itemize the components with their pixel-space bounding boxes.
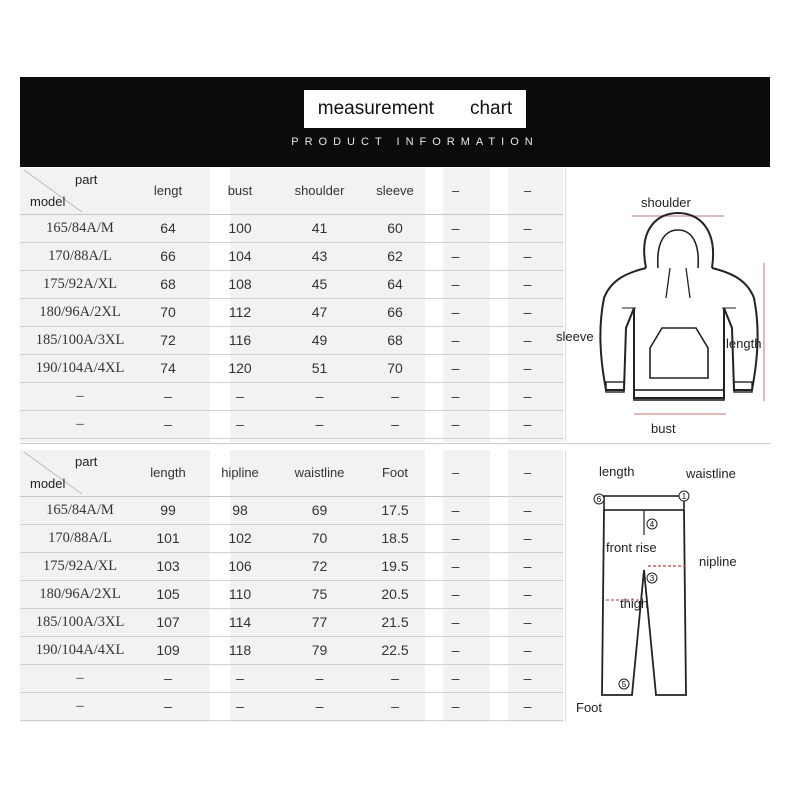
- value-cell: –: [523, 332, 532, 348]
- value-cell: –: [391, 670, 399, 686]
- value-cell: –: [451, 558, 460, 574]
- marker-3: 3: [649, 574, 655, 583]
- pants-waistline-label: waistline: [686, 466, 736, 481]
- table-row: [20, 608, 563, 637]
- value-cell: –: [236, 698, 244, 714]
- model-cell: 165/84A/M: [46, 220, 114, 236]
- value-cell: 79: [311, 642, 328, 658]
- value-cell: 114: [228, 614, 252, 630]
- column-header: waistline: [294, 465, 345, 480]
- value-cell: –: [315, 416, 324, 432]
- marker-4: 4: [649, 520, 655, 529]
- value-cell: –: [391, 416, 399, 432]
- value-cell: 51: [311, 360, 328, 376]
- hoodie-figure-panel: [556, 168, 771, 441]
- value-cell: –: [523, 248, 532, 264]
- value-cell: 17.5: [381, 502, 409, 518]
- value-cell: 102: [228, 530, 252, 546]
- value-cell: 70: [387, 360, 403, 376]
- value-cell: –: [451, 388, 460, 404]
- value-cell: –: [236, 670, 244, 686]
- column-header: –: [523, 465, 532, 480]
- value-cell: –: [523, 642, 532, 658]
- value-cell: 64: [387, 276, 403, 292]
- value-cell: 21.5: [381, 614, 409, 630]
- value-cell: –: [523, 586, 532, 602]
- value-cell: 77: [311, 614, 328, 630]
- value-cell: 41: [311, 220, 328, 236]
- table-header-row: [20, 168, 563, 215]
- table-row: [20, 326, 563, 355]
- model-cell: 170/88A/L: [48, 248, 112, 264]
- value-cell: –: [523, 558, 532, 574]
- value-cell: 62: [387, 248, 403, 264]
- value-cell: 100: [228, 220, 252, 236]
- model-cell: –: [76, 670, 84, 686]
- hoodie-bust-label: bust: [651, 421, 676, 436]
- table-row: [20, 692, 563, 721]
- value-cell: 106: [228, 558, 252, 574]
- value-cell: –: [451, 248, 460, 264]
- value-cell: 66: [160, 248, 176, 264]
- value-cell: –: [164, 416, 172, 432]
- value-cell: 118: [228, 642, 252, 658]
- marker-6: 6: [596, 495, 602, 504]
- column-header: lengt: [153, 183, 183, 198]
- value-cell: 45: [311, 276, 328, 292]
- value-cell: 101: [156, 530, 180, 546]
- value-cell: 22.5: [381, 642, 409, 658]
- value-cell: 47: [311, 304, 328, 320]
- value-cell: 43: [311, 248, 328, 264]
- table-row: [20, 354, 563, 383]
- value-cell: 105: [156, 586, 180, 602]
- model-cell: 175/92A/XL: [42, 276, 118, 292]
- pants-thigh-label: thigh: [620, 596, 649, 611]
- value-cell: 109: [156, 642, 180, 658]
- value-cell: –: [391, 388, 399, 404]
- value-cell: 68: [160, 276, 176, 292]
- table-row: [20, 298, 563, 327]
- value-cell: –: [523, 670, 532, 686]
- pants-front-rise-label: front rise: [606, 540, 657, 555]
- value-cell: –: [451, 586, 460, 602]
- value-cell: –: [164, 388, 172, 404]
- table-row: [20, 580, 563, 609]
- value-cell: –: [236, 388, 244, 404]
- pants-nipline-label: nipline: [699, 554, 737, 569]
- corner-model-label: model: [30, 476, 66, 491]
- column-header: Foot: [381, 465, 408, 480]
- value-cell: 103: [156, 558, 180, 574]
- value-cell: 112: [228, 304, 252, 320]
- table-row: [20, 524, 563, 553]
- corner-part-label: part: [75, 172, 98, 187]
- pants-illustration: [566, 450, 771, 722]
- value-cell: –: [164, 670, 172, 686]
- value-cell: –: [451, 416, 460, 432]
- column-header: length: [150, 465, 186, 480]
- model-cell: –: [76, 416, 84, 432]
- title-box: [304, 90, 526, 128]
- top-size-table: [20, 168, 563, 442]
- column-header: –: [523, 183, 532, 198]
- title-right: chart: [469, 98, 513, 119]
- value-cell: –: [451, 614, 460, 630]
- value-cell: –: [523, 614, 532, 630]
- top-section: [20, 168, 770, 442]
- pants-figure-panel: [565, 450, 771, 722]
- table-row: [20, 636, 563, 665]
- value-cell: 104: [228, 248, 252, 264]
- value-cell: 108: [228, 276, 252, 292]
- table-row: [20, 552, 563, 581]
- value-cell: 20.5: [381, 586, 409, 602]
- bottom-size-table: [20, 450, 563, 722]
- value-cell: –: [523, 502, 532, 518]
- value-cell: –: [451, 670, 460, 686]
- value-cell: 64: [160, 220, 176, 236]
- corner-model-label: model: [30, 194, 66, 209]
- value-cell: 110: [228, 586, 252, 602]
- pants-foot-label: Foot: [576, 700, 603, 715]
- value-cell: –: [236, 416, 244, 432]
- value-cell: 49: [311, 332, 328, 348]
- table-row: [20, 496, 563, 525]
- value-cell: –: [523, 416, 532, 432]
- column-header: –: [451, 465, 460, 480]
- value-cell: 75: [311, 586, 328, 602]
- value-cell: 66: [387, 304, 403, 320]
- model-cell: 175/92A/XL: [42, 558, 118, 574]
- table-row: [20, 410, 563, 439]
- corner-part-label: part: [75, 454, 98, 469]
- table-row: [20, 242, 563, 271]
- table-row: [20, 664, 563, 693]
- value-cell: 116: [228, 332, 252, 348]
- value-cell: –: [451, 220, 460, 236]
- hoodie-illustration: [566, 168, 771, 441]
- column-header: bust: [227, 183, 253, 198]
- value-cell: –: [523, 304, 532, 320]
- value-cell: –: [451, 642, 460, 658]
- model-cell: 165/84A/M: [46, 502, 114, 518]
- table-row: [20, 270, 563, 299]
- value-cell: –: [523, 698, 532, 714]
- table-header-row: [20, 450, 563, 497]
- marker-5: 5: [621, 680, 627, 689]
- model-cell: –: [76, 388, 84, 404]
- title-left: measurement: [317, 98, 434, 119]
- value-cell: 74: [160, 360, 176, 376]
- model-cell: 180/96A/2XL: [39, 304, 121, 320]
- value-cell: 70: [311, 530, 328, 546]
- model-cell: 170/88A/L: [48, 530, 112, 546]
- hoodie-length-label: length: [726, 336, 762, 351]
- value-cell: –: [451, 332, 460, 348]
- value-cell: –: [523, 276, 532, 292]
- value-cell: –: [451, 360, 460, 376]
- value-cell: 70: [160, 304, 176, 320]
- value-cell: –: [451, 502, 460, 518]
- table-row: [20, 214, 563, 243]
- value-cell: –: [523, 220, 532, 236]
- value-cell: 98: [232, 502, 248, 518]
- value-cell: 99: [160, 502, 176, 518]
- value-cell: –: [451, 276, 460, 292]
- value-cell: 120: [228, 360, 252, 376]
- value-cell: –: [391, 698, 399, 714]
- model-cell: 190/104A/4XL: [35, 642, 125, 658]
- marker-1: 1: [681, 492, 687, 501]
- column-header: shoulder: [294, 183, 345, 198]
- model-cell: –: [76, 698, 84, 714]
- value-cell: –: [523, 360, 532, 376]
- model-cell: 185/100A/3XL: [35, 332, 125, 348]
- value-cell: –: [523, 388, 532, 404]
- value-cell: 68: [387, 332, 403, 348]
- value-cell: 18.5: [381, 530, 409, 546]
- value-cell: –: [315, 698, 324, 714]
- value-cell: –: [451, 698, 460, 714]
- hoodie-shoulder-label: shoulder: [641, 195, 691, 210]
- column-header: –: [451, 183, 460, 198]
- value-cell: 72: [311, 558, 328, 574]
- column-header: sleeve: [376, 183, 414, 198]
- model-cell: 180/96A/2XL: [39, 586, 121, 602]
- value-cell: 72: [160, 332, 176, 348]
- column-header: hipline: [221, 465, 259, 480]
- header-banner: [20, 77, 770, 167]
- value-cell: –: [451, 530, 460, 546]
- subtitle: PRODUCT INFORMATION: [291, 136, 539, 148]
- pants-length-label: length: [599, 464, 635, 479]
- value-cell: –: [164, 698, 172, 714]
- hoodie-sleeve-label: sleeve: [556, 329, 594, 344]
- value-cell: –: [523, 530, 532, 546]
- value-cell: 69: [311, 502, 328, 518]
- value-cell: 19.5: [381, 558, 409, 574]
- model-cell: 190/104A/4XL: [35, 360, 125, 376]
- bottom-section: [20, 450, 770, 722]
- value-cell: 107: [156, 614, 180, 630]
- value-cell: –: [315, 388, 324, 404]
- value-cell: 60: [387, 220, 403, 236]
- table-row: [20, 382, 563, 411]
- model-cell: 185/100A/3XL: [35, 614, 125, 630]
- value-cell: –: [315, 670, 324, 686]
- value-cell: –: [451, 304, 460, 320]
